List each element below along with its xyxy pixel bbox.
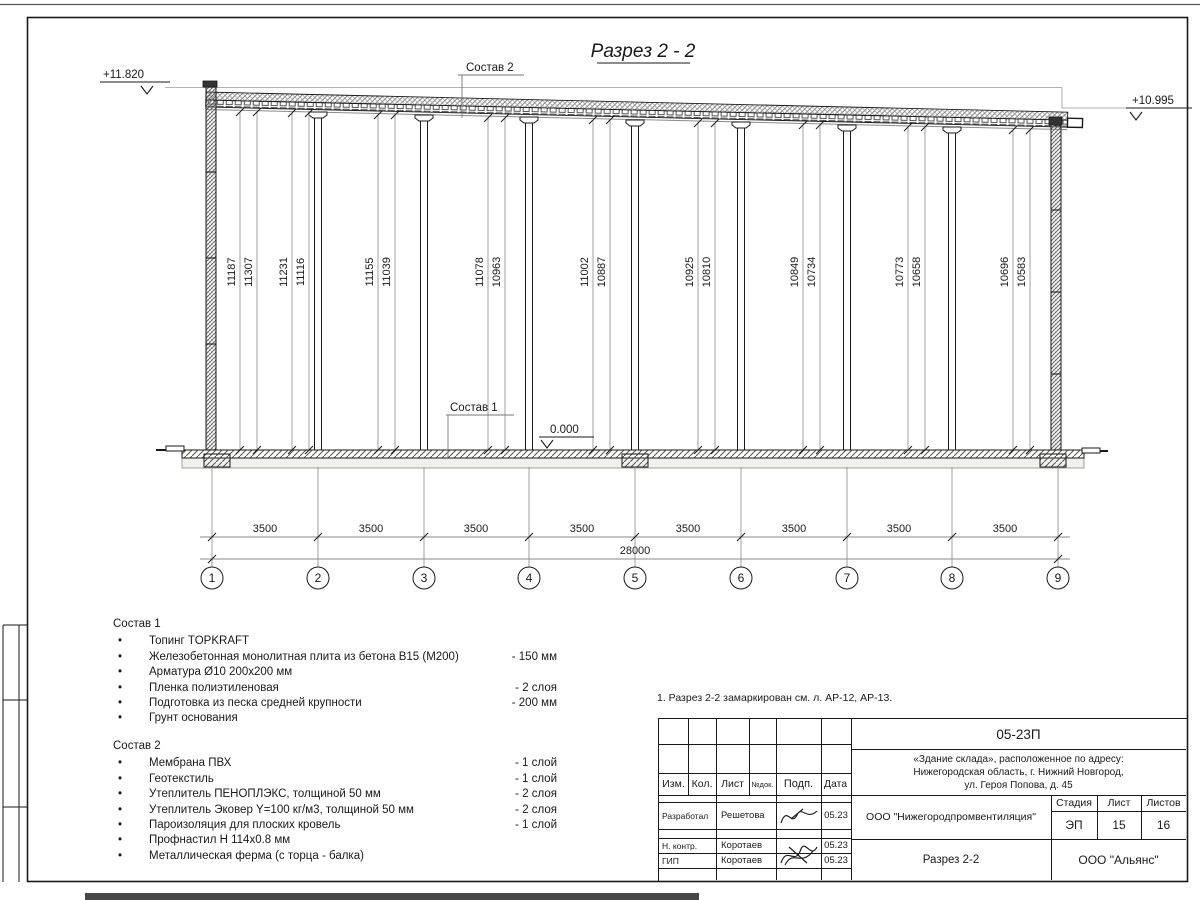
item-amount: - 1 слой <box>514 819 557 832</box>
elevation-arrow-icon <box>1130 112 1142 120</box>
list-item <box>113 756 557 771</box>
list-item <box>113 634 557 649</box>
bay-dim: 3500 <box>463 523 489 535</box>
list-item <box>113 696 557 711</box>
tb-project <box>851 749 1186 795</box>
bay-dim: 3500 <box>358 523 384 535</box>
elevation-value: +10.995 <box>1132 95 1174 107</box>
bay-dim: 3500 <box>992 523 1018 535</box>
bay-dim: 3500 <box>569 523 595 535</box>
vertical-dim: 11231 <box>278 257 290 287</box>
item-amount: - 2 слоя <box>515 803 557 816</box>
bay-dim: 3500 <box>886 523 912 535</box>
vertical-dim: 11307 <box>243 257 255 287</box>
right-apron <box>1082 448 1100 453</box>
bullet-icon: • <box>118 803 123 816</box>
vertical-dim: 11155 <box>364 257 376 287</box>
item-text: Железобетонная монолитная плита из бетона В15 (М200) <box>149 650 459 663</box>
bullet-icon: • <box>118 788 123 801</box>
project-line: ул. Героя Попова, д. 45 <box>964 779 1073 791</box>
list-item <box>113 711 557 726</box>
right-wall <box>1049 117 1062 450</box>
tb-date: 05.23 <box>824 810 848 821</box>
item-text: Металлическая ферма (с торца - балка) <box>149 849 364 862</box>
grid-label: 7 <box>843 571 851 585</box>
vertical-dim: 10925 <box>684 256 696 288</box>
tb-sheet-number: 15 <box>1112 818 1126 832</box>
item-text: Утеплитель ПЕНОПЛЭКС, толщиной 50 мм <box>149 788 381 801</box>
horizontal-dimensions <box>200 467 1070 567</box>
grid-label: 6 <box>737 571 745 585</box>
grid-label: 5 <box>631 571 639 585</box>
vertical-dim: 11116 <box>295 257 307 287</box>
tb-drawing-name: Разрез 2-2 <box>922 853 980 866</box>
tb-col-header: Кол. <box>691 778 713 790</box>
vertical-dim: 10734 <box>806 256 818 288</box>
vertical-dim: 10810 <box>701 256 713 288</box>
vertical-dim: 11002 <box>579 257 591 287</box>
tb-name: Коротаев <box>721 855 763 866</box>
item-amount: - 200 мм <box>511 697 557 710</box>
item-text: Пленка полиэтиленовая <box>149 681 279 694</box>
vertical-dim: 10696 <box>999 256 1011 288</box>
drawing-title <box>591 41 696 63</box>
column <box>415 115 433 450</box>
scan-edge-bar <box>85 893 699 900</box>
vertical-dim: 10849 <box>789 256 801 288</box>
vertical-dim: 10887 <box>596 256 608 288</box>
total-dim: 28000 <box>619 545 651 557</box>
vertical-dim: 10658 <box>911 256 923 288</box>
project-line: «Здание склада», расположенное по адресу: <box>913 753 1124 765</box>
item-text: Геотекстиль <box>149 772 214 785</box>
title-block <box>658 718 1188 882</box>
bullet-icon: • <box>118 666 123 679</box>
roof-edge-beam <box>1067 118 1082 127</box>
item-amount: - 1 слой <box>514 772 557 785</box>
foundation-pad <box>622 454 648 467</box>
tb-stage-header: Стадия <box>1056 797 1092 809</box>
tb-col-header: Подп. <box>783 778 814 790</box>
bullet-icon: • <box>118 635 123 648</box>
foundation-pad <box>1040 454 1066 467</box>
vertical-dim: 11187 <box>226 257 238 287</box>
elevation-mark-left <box>100 69 170 94</box>
tb-col-header: Изм. <box>662 778 685 790</box>
left-wall <box>203 81 217 450</box>
list-item <box>113 681 557 696</box>
column <box>732 122 750 450</box>
tb-date: 05.23 <box>824 840 848 851</box>
bullet-icon: • <box>118 849 123 862</box>
bullet-icon: • <box>118 772 123 785</box>
vertical-dim: 11078 <box>474 257 486 287</box>
tb-col-header: №док. <box>751 779 774 789</box>
tb-stage-header: Лист <box>1107 797 1131 809</box>
list-item <box>113 818 557 833</box>
column <box>838 125 856 450</box>
column <box>309 112 327 450</box>
elevation-mark-right <box>1126 95 1192 120</box>
bullet-icon: • <box>118 819 123 832</box>
tb-date: 05.23 <box>824 855 848 866</box>
item-amount: - 2 слоя <box>515 681 557 694</box>
vertical-dim: 11039 <box>381 257 393 287</box>
bullet-icon: • <box>118 834 123 847</box>
leader-label: Состав 2 <box>466 62 514 74</box>
signature-scribble <box>777 837 821 869</box>
bay-dim: 3500 <box>252 523 278 535</box>
bay-dim: 3500 <box>781 523 807 535</box>
composition2-heading: Состав 2 <box>113 740 161 752</box>
list-item <box>113 650 557 665</box>
column <box>626 120 644 450</box>
bullet-icon: • <box>118 697 123 710</box>
elevation-arrow-icon <box>541 440 553 448</box>
tb-col-header: Дата <box>823 778 848 790</box>
grid-label: 3 <box>420 571 428 585</box>
composition1-list <box>113 617 557 727</box>
list-item <box>113 803 557 818</box>
grid-label: 2 <box>314 571 322 585</box>
signature-scribble <box>777 803 821 829</box>
bay-dim: 3500 <box>675 523 701 535</box>
tb-contractor: ООО "Альянс" <box>1078 852 1159 867</box>
grid-label: 8 <box>948 571 956 585</box>
tb-role: ГИП <box>662 855 679 866</box>
tb-stage-value: ЭП <box>1065 818 1083 832</box>
grid-axes <box>201 567 1069 589</box>
list-item <box>113 787 557 802</box>
item-amount: - 150 мм <box>511 650 557 663</box>
item-amount: - 1 слой <box>514 757 557 770</box>
item-text: Топинг TOPKRAFT <box>149 635 250 648</box>
tb-sheet-count: 16 <box>1156 818 1171 832</box>
grid-label: 4 <box>525 571 533 585</box>
item-amount: - 2 слоя <box>515 788 557 801</box>
list-item <box>113 833 557 848</box>
elevation-value: 0.000 <box>550 424 579 436</box>
roof-assembly <box>206 92 1083 130</box>
bullet-icon: • <box>118 712 123 725</box>
item-text: Мембрана ПВХ <box>149 757 232 770</box>
columns <box>309 112 961 450</box>
list-item <box>113 849 557 864</box>
item-text: Грунт основания <box>149 712 238 725</box>
tb-doc-number: 05-23П <box>996 726 1041 742</box>
section-title: Разрез 2 - 2 <box>590 41 696 62</box>
elevation-value: +11.820 <box>103 69 145 81</box>
drawing-note: 1. Разрез 2-2 замаркирован см. л. АР-12, АР-13. <box>657 692 893 704</box>
vertical-dimensions <box>226 108 1034 454</box>
vertical-dim: 10583 <box>1016 256 1028 288</box>
list-item <box>113 665 557 680</box>
bullet-icon: • <box>118 757 123 770</box>
column <box>520 117 538 450</box>
elevation-mark-floor <box>539 424 594 448</box>
composition1-heading: Состав 1 <box>113 618 161 630</box>
leader-label: Состав 1 <box>450 402 498 414</box>
item-text: Арматура Ø10 200x200 мм <box>149 666 293 679</box>
tb-stage-header: Листов <box>1146 797 1181 809</box>
vertical-dim: 10963 <box>491 256 503 288</box>
project-line: Нижегородская область, г. Нижний Новгород, <box>913 766 1124 778</box>
bullet-icon: • <box>118 681 123 694</box>
tb-company: ООО "Нижегородпромвентиляция" <box>866 811 1036 823</box>
item-text: Профнастил Н 114x0.8 мм <box>149 834 291 847</box>
list-item <box>113 772 557 787</box>
tb-col-header: Лист <box>721 778 744 790</box>
tb-role: Н. контр. <box>662 840 698 851</box>
column <box>943 127 961 450</box>
elevation-arrow-icon <box>141 86 153 94</box>
grid-label: 9 <box>1054 571 1062 585</box>
foundation-pad <box>204 454 230 467</box>
vertical-dim: 10773 <box>894 256 906 288</box>
item-text: Подготовка из песка средней крупности <box>149 697 362 710</box>
tb-role: Разработал <box>662 810 709 821</box>
left-apron <box>166 446 184 451</box>
grid-label: 1 <box>208 571 216 585</box>
item-text: Пароизоляция для плоских кровель <box>149 819 341 832</box>
tb-name: Коротаев <box>721 840 763 851</box>
composition2-list <box>113 739 557 864</box>
item-text: Утеплитель Эковер Y=100 кг/м3, толщиной 50 мм <box>149 803 414 816</box>
bullet-icon: • <box>118 650 123 663</box>
tb-name: Решетова <box>721 810 765 821</box>
